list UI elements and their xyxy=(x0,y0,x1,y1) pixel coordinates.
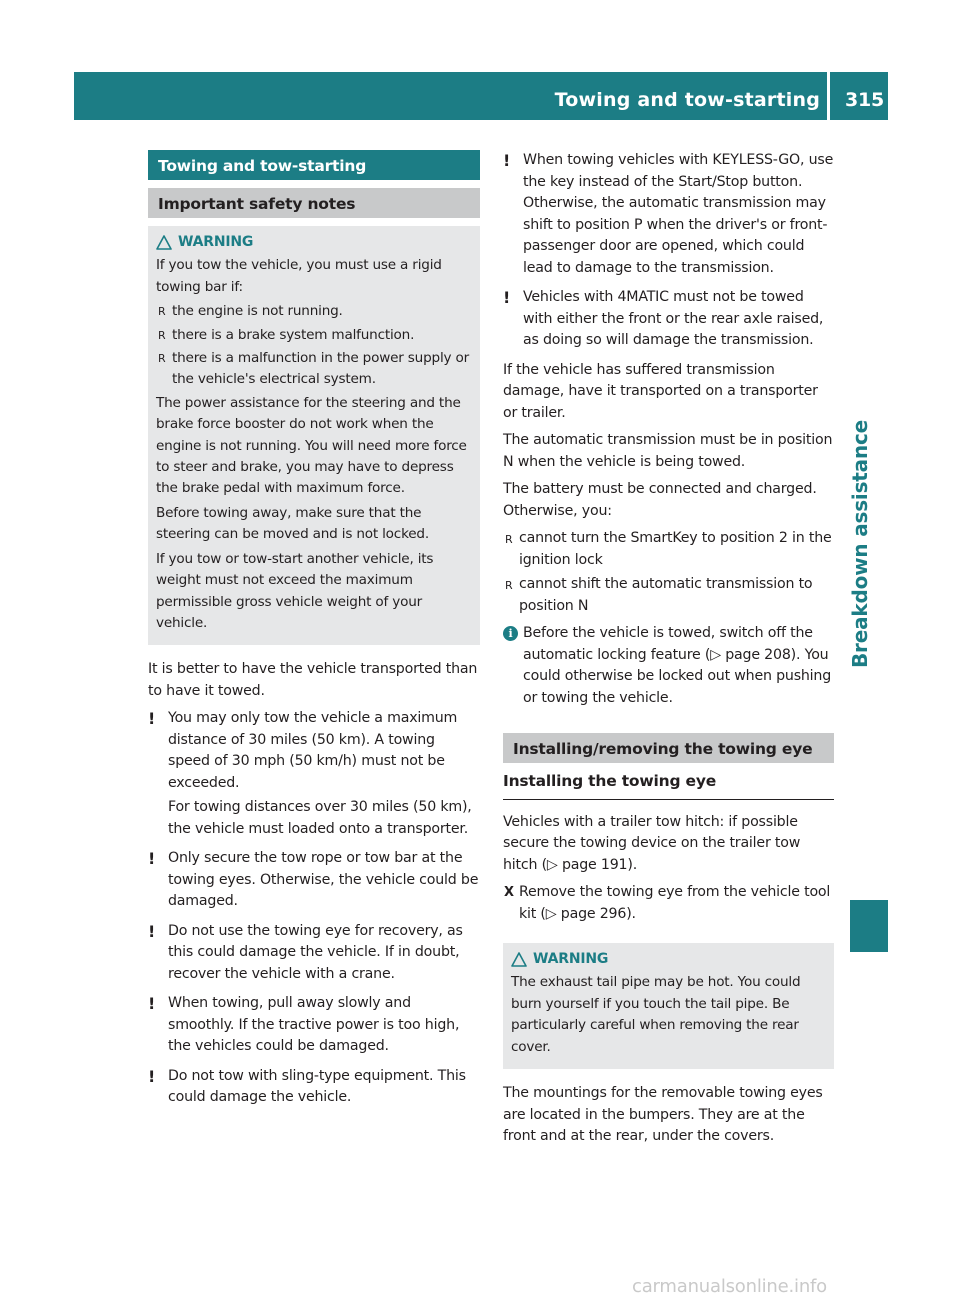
caution-note xyxy=(148,708,480,840)
intro-paragraph: It is better to have the vehicle transported than to have it towed. xyxy=(148,661,478,699)
body-paragraph: The mountings for the removable towing eyes are located in the bumpers. They are at the front and at the rear, under the covers. xyxy=(503,1085,823,1145)
list-item: R there is a brake system malfunction. xyxy=(156,325,472,346)
right-column xyxy=(503,150,834,1154)
note-text: Do not tow with sling-type equipment. This could damage the vehicle. xyxy=(168,1067,466,1106)
header-separator xyxy=(827,72,830,120)
exclamation-icon: ! xyxy=(148,1066,156,1086)
list-item: R cannot turn the SmartKey to position 2 in the ignition lock xyxy=(503,528,834,571)
caution-note xyxy=(148,848,480,913)
exclamation-icon: ! xyxy=(503,151,511,170)
exclamation-icon: ! xyxy=(148,709,156,729)
header-title: Towing and tow-starting xyxy=(554,89,820,111)
left-column xyxy=(148,150,480,1117)
side-tab-label: Breakdown assistance xyxy=(848,420,872,668)
subsection-title: Important safety notes xyxy=(148,188,480,218)
note-text: Only secure the tow rope or tow bar at the towing eyes. Otherwise, the vehicle could be damaged. xyxy=(168,850,479,910)
watermark: carmanualsonline.info xyxy=(632,1276,827,1297)
step-arrow-icon: X xyxy=(504,885,514,900)
warning-header xyxy=(511,949,826,970)
page-header xyxy=(74,72,888,120)
caution-note xyxy=(148,1066,480,1109)
note-text: Vehicles with 4MATIC must not be towed with either the front or the rear axle raised, as doing so will damage the transmission. xyxy=(523,289,824,348)
list-item: R there is a malfunction in the power supply or the vehicle's electrical system. xyxy=(156,348,472,391)
warning-box xyxy=(503,943,834,1069)
warning-intro: If you tow the vehicle, you must use a rigid towing bar if: xyxy=(156,257,442,295)
list-item: R the engine is not running. xyxy=(156,301,472,322)
note-text: You may only tow the vehicle a maximum distance of 30 miles (50 km). A towing speed of 30 mph (50 km/h) must not be exceeded. xyxy=(168,710,458,791)
list-item: R cannot shift the automatic transmission to position N xyxy=(503,574,834,617)
note-text: For towing distances over 30 miles (50 km), the vehicle must loaded onto a transporter. xyxy=(168,799,472,837)
warning-box xyxy=(148,226,480,645)
exclamation-icon: ! xyxy=(148,849,156,869)
warning-paragraph: If you tow or tow-start another vehicle, its weight must not exceed the maximum permissible gross vehicle weight of your vehicle. xyxy=(156,550,434,631)
sub-heading: Installing the towing eye xyxy=(503,771,834,800)
instruction-step xyxy=(503,882,834,925)
caution-note xyxy=(503,287,834,352)
warning-header xyxy=(156,232,472,253)
caution-note xyxy=(148,921,480,986)
exclamation-icon: ! xyxy=(148,921,156,941)
subsection-title: Installing/removing the towing eye xyxy=(503,733,834,763)
note-text: When towing vehicles with KEYLESS-GO, use the key instead of the Start/Stop button. Otherwise, the automatic transmission may shift to position P when the driver's or front-passenger door are opened, which could lead to damage to the transmission. xyxy=(523,152,834,276)
side-tab xyxy=(838,120,888,960)
page-number: 315 xyxy=(844,89,884,111)
caution-note xyxy=(148,993,480,1058)
warning-text: The exhaust tail pipe may be hot. You could burn yourself if you touch the tail pipe. Be particularly careful when removing the rear cover. xyxy=(511,974,801,1055)
warning-triangle-icon xyxy=(511,952,527,967)
note-text: Do not use the towing eye for recovery, as this could damage the vehicle. If in doubt, recover the vehicle with a crane. xyxy=(168,922,463,982)
warning-triangle-icon xyxy=(156,235,172,250)
step-text: Remove the towing eye from the vehicle tool kit (▷ page 296). xyxy=(519,884,831,922)
body-paragraph: The automatic transmission must be in position N when the vehicle is being towed. xyxy=(503,432,833,470)
caution-note xyxy=(503,150,834,279)
warning-label: WARNING xyxy=(178,234,254,250)
info-note xyxy=(503,623,834,709)
warning-paragraph: The power assistance for the steering and the brake force booster do not work when the engine is not running. You will need more force to steer and brake, you may have to depress the brake pedal with maximum force. xyxy=(156,394,467,497)
warning-label: WARNING xyxy=(533,951,609,967)
warning-list xyxy=(156,301,472,391)
battery-list xyxy=(503,528,834,617)
body-paragraph: If the vehicle has suffered transmission damage, have it transported on a transporter or trailer. xyxy=(503,361,818,421)
exclamation-icon: ! xyxy=(503,288,511,307)
note-text: When towing, pull away slowly and smoothly. If the tractive power is too high, the vehicles could be damaged. xyxy=(168,995,460,1055)
section-title: Towing and tow-starting xyxy=(148,150,480,180)
body-paragraph: Vehicles with a trailer tow hitch: if possible secure the towing device on the trailer tow hitch (▷ page 191). xyxy=(503,813,801,873)
info-icon: i xyxy=(503,626,518,641)
exclamation-icon: ! xyxy=(148,994,156,1014)
note-text: Before the vehicle is towed, switch off the automatic locking feature (▷ page 208). You could otherwise be locked out when pushing or towing the vehicle. xyxy=(523,625,832,706)
body-paragraph: The battery must be connected and charged. Otherwise, you: xyxy=(503,481,817,519)
warning-paragraph: Before towing away, make sure that the steering can be moved and is not locked. xyxy=(156,504,429,543)
side-tab-marker xyxy=(850,900,888,952)
